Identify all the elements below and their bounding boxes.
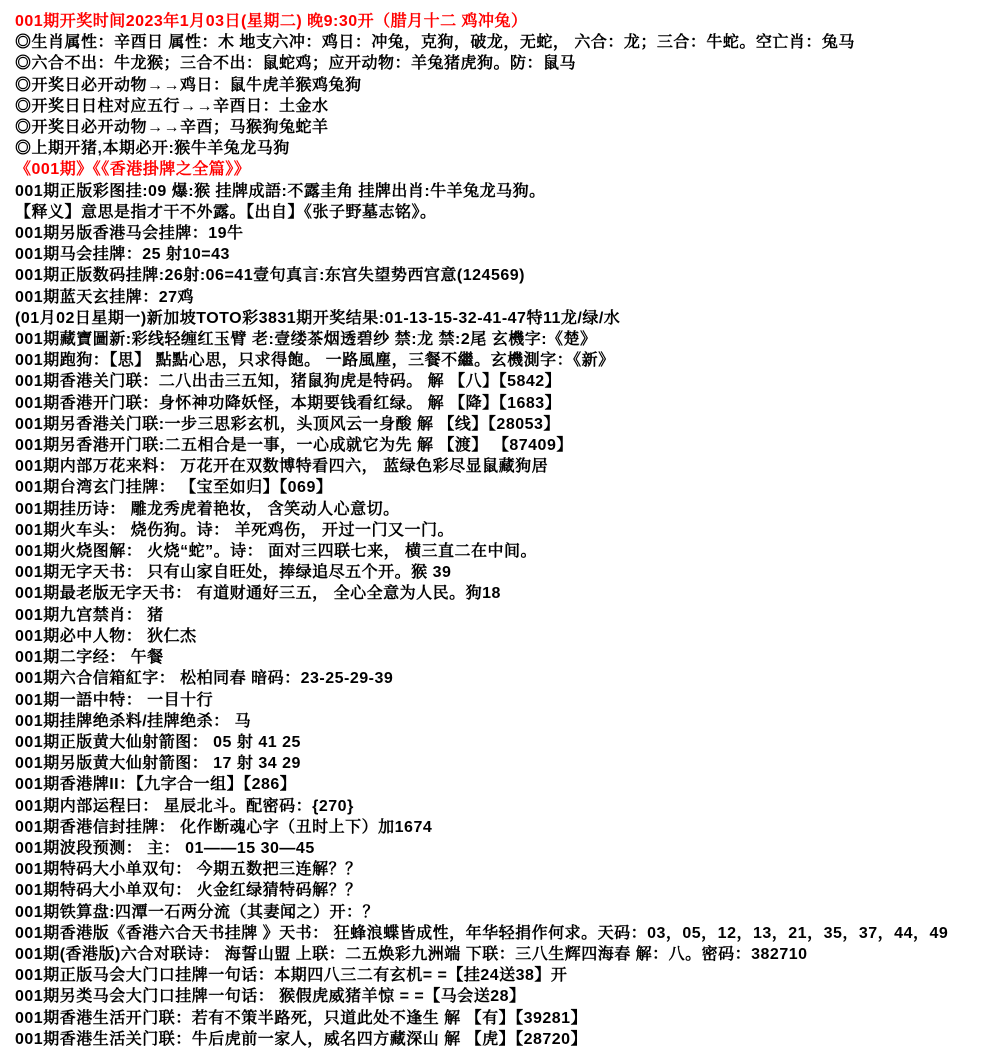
doc-line: 001期二字经： 午餐 (15, 649, 164, 667)
doc-line: 001期特码大小单双句： 今期五数把三连解？？ (15, 861, 362, 879)
doc-line: 001期另香港开门联:二五相合是一事，一心成就它为先 解 【渡】 【87409】 (15, 437, 573, 455)
doc-line: 001期马会挂牌：25 射10=43 (15, 246, 230, 264)
doc-line: 001期火车头： 烧伤狗。诗： 羊死鸡伤， 开过一门又一门。 (15, 521, 455, 539)
doc-line: 001期正版彩图挂:09 爆:猴 挂牌成語:不露圭角 挂牌出肖:牛羊兔龙马狗。 (15, 182, 546, 200)
doc-line: 001期台湾玄门挂牌： 【宝至如归】【069】 (15, 479, 333, 497)
doc-line: ◎六合不出：牛龙猴；三合不出：鼠蛇鸡；应开动物：羊兔猪虎狗。防：鼠马 (15, 55, 577, 73)
doc-line: 001期九宫禁肖： 猪 (15, 606, 164, 624)
doc-line: 001期正版马会大门口挂牌一句话：本期四八三二有玄机= =【挂24送38】开 (15, 967, 568, 985)
doc-line: 001期另类马会大门口挂牌一句话： 猴假虎威猪羊惊 = =【马会送28】 (15, 988, 526, 1006)
doc-line: 001期香港开门联：身怀神功降妖怪，本期要钱看红绿。 解 【降】【1683】 (15, 394, 562, 412)
doc-line: 001期香港生活开门联：若有不策半路死，只道此处不逢生 解 【有】【39281】 (15, 1009, 588, 1027)
doc-line: 001期正版数码挂牌:26射:06=41壹句真言:东宫失望势西宫意(124569) (15, 267, 525, 285)
doc-line: 001期挂牌绝杀料/挂牌绝杀： 马 (15, 712, 252, 730)
section-header: 《001期》《《香港掛牌之全篇》》 (15, 161, 251, 179)
doc-line: 001期特码大小单双句： 火金红绿猜特码解？？ (15, 882, 362, 900)
draw-time-header: 001期开奖时间2023年1月03日(星期二) 晚9:30开（腊月十二 鸡冲兔） (15, 13, 528, 30)
doc-line: ◎上期开猪,本期必开:猴牛羊兔龙马狗 (15, 140, 290, 158)
doc-line: 001期波段预测： 主： 01——15 30—45 (15, 839, 315, 857)
doc-line: 001期跑狗：【思】 點點心思，只求得飽。 一路風塵，三餐不繼。玄機測字：《新》 (15, 352, 615, 370)
doc-line: 001期无字天书： 只有山家自旺处，捧绿追尽五个开。猴 39 (15, 564, 452, 582)
doc-line: 001期正版黄大仙射箭图： 05 射 41 25 (15, 733, 301, 751)
doc-line: 001期内部万花来料： 万花开在双数博特看四六， 蓝绿色彩尽显鼠藏狗居 (15, 458, 549, 476)
doc-line: 001期挂历诗： 雕龙秀虎着艳妆， 含笑动人心意切。 (15, 500, 400, 518)
doc-line: 001期火烧图解： 火烧“蛇”。诗： 面对三四联七来， 横三直二在中间。 (15, 543, 538, 561)
doc-line: ◎开奖日必开动物→→鸡日：鼠牛虎羊猴鸡兔狗 (15, 76, 362, 94)
doc-line: 001期最老版无字天书： 有道财通好三五， 全心全意为人民。狗18 (15, 585, 501, 603)
doc-line: 001期内部运程曰： 星辰北斗。配密码：{270} (15, 797, 354, 815)
doc-line: 001期另香港关门联:一步三思彩玄机，头顶风云一身酸 解 【线】【28053】 (15, 415, 560, 433)
doc-line: (01月02日星期一)新加坡TOTO彩3831期开奖结果:01-13-15-32-41-47特11龙/绿/水 (15, 309, 621, 327)
doc-line: 001期香港信封挂牌： 化作断魂心字（丑时上下）加1674 (15, 818, 433, 836)
doc-line: 001期另版香港马会挂牌：19牛 (15, 225, 244, 243)
doc-line: 001期一語中特： 一目十行 (15, 691, 214, 709)
doc-line: ◎生肖属性：辛酉日 属性：木 地支六冲：鸡日：冲兔，克狗，破龙，无蛇， 六合：龙；三合：牛蛇。空亡肖：兔马 (15, 34, 855, 52)
doc-line: 【释义】意思是指才干不外露。【出自】《张子野墓志铭》。 (15, 203, 437, 221)
doc-line: 001期蓝天玄挂牌：27鸡 (15, 288, 194, 306)
doc-line: 001期(香港版)六合对联诗： 海誓山盟 上联：二五焕彩九洲端 下联：三八生辉四海春 解：八。密码：382710 (15, 945, 808, 963)
doc-line: 001期香港关门联：二八出击三五知，猪鼠狗虎是特码。 解 【八】【5842】 (15, 373, 562, 391)
doc-line: 001期香港生活关门联：牛后虎前一家人，威名四方藏深山 解 【虎】【28720】 (15, 1030, 588, 1048)
doc-line: ◎开奖日必开动物→→辛酉；马猴狗兔蛇羊 (15, 119, 329, 137)
doc-line: 001期藏寶圖新:彩线轻缠红玉臂 老:壹缕茶烟透碧纱 禁:龙 禁:2尾 玄機字:《楚》 (15, 331, 597, 349)
doc-line: 001期另版黄大仙射箭图： 17 射 34 29 (15, 755, 301, 773)
doc-line: 001期香港版《香港六合天书挂牌 》天书： 狂蜂浪蝶皆成性，年华轻捐作何求。天码：03，05，12，13，21，35，37，44，49 (15, 924, 949, 942)
doc-line: 001期铁算盘:四潭一石两分流（其妻闻之）开：？ (15, 903, 380, 921)
doc-line: 001期香港牌II：【九字合一组】【286】 (15, 776, 297, 794)
doc-line: 001期必中人物： 狄仁杰 (15, 627, 197, 645)
doc-line: ◎开奖日日柱对应五行→→辛酉日：土金水 (15, 97, 329, 115)
doc-line: 001期六合信箱紅字： 松柏同春 暗码：23-25-29-39 (15, 670, 394, 688)
